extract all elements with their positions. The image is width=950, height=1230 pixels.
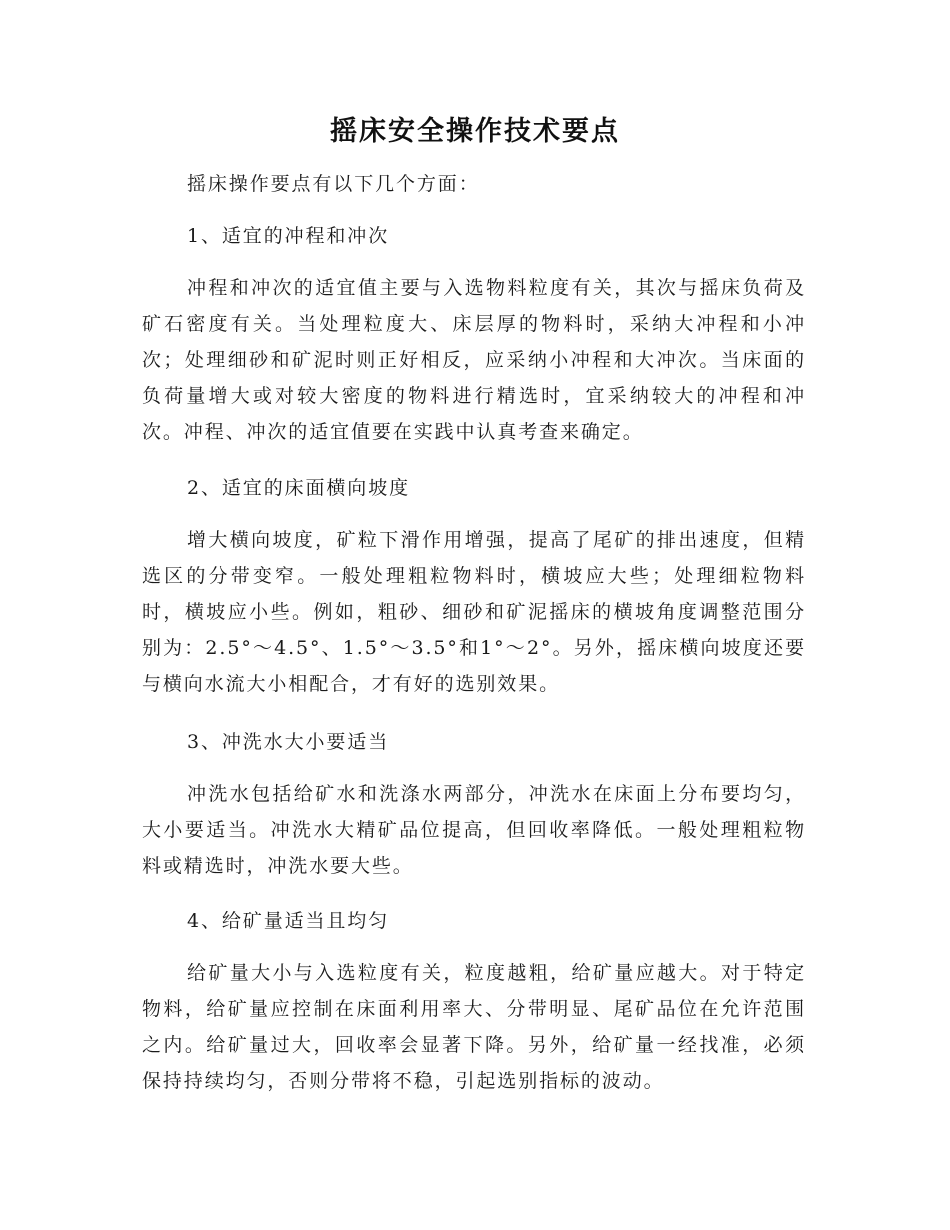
section-heading-1: 1、适宜的冲程和冲次 bbox=[187, 225, 390, 247]
section-body-4: 给矿量大小与入选粒度有关，粒度越粗，给矿量应越大。对于特定物料，给矿量应控制在床面利用率大、分带明显、尾矿品位在允许范围之内。给矿量过大，回收率会显著下降。另外，给矿量一经找准，必须保持持续均匀，否则分带将不稳，引起选别指标的波动。 bbox=[142, 962, 806, 1092]
section-heading-4: 4、给矿量适当且均匀 bbox=[187, 910, 390, 932]
section-body-2: 增大横向坡度，矿粒下滑作用增强，提高了尾矿的排出速度，但精选区的分带变窄。一般处理粗粒物料时，横坡应大些；处理细粒物料时，横坡应小些。例如，粗砂、细砂和矿泥摇床的横坡角度调整范围分别为：2.5°～4.5°、1.5°～3.5°和1°～2°。另外，摇床横向坡度还要与横向水流大小相配合，才有好的选别效果。 bbox=[142, 529, 806, 695]
section-heading-2: 2、适宜的床面横向坡度 bbox=[187, 477, 410, 499]
section-body-3: 冲洗水包括给矿水和洗涤水两部分，冲洗水在床面上分布要均匀，大小要适当。冲洗水大精矿品位提高，但回收率降低。一般处理粗粒物料或精选时，冲洗水要大些。 bbox=[142, 783, 806, 877]
document-title: 摇床安全操作技术要点 bbox=[330, 116, 620, 147]
section-body-1: 冲程和冲次的适宜值主要与入选物料粒度有关，其次与摇床负荷及矿石密度有关。当处理粒度大、床层厚的物料时，采纳大冲程和小冲次；处理细砂和矿泥时则正好相反，应采纳小冲程和大冲次。当床面的负荷量增大或对较大密度的物料进行精选时，宜采纳较大的冲程和冲次。冲程、冲次的适宜值要在实践中认真考查来确定。 bbox=[142, 277, 806, 443]
intro-paragraph: 摇床操作要点有以下几个方面： bbox=[187, 173, 480, 195]
section-heading-3: 3、冲洗水大小要适当 bbox=[187, 731, 390, 753]
